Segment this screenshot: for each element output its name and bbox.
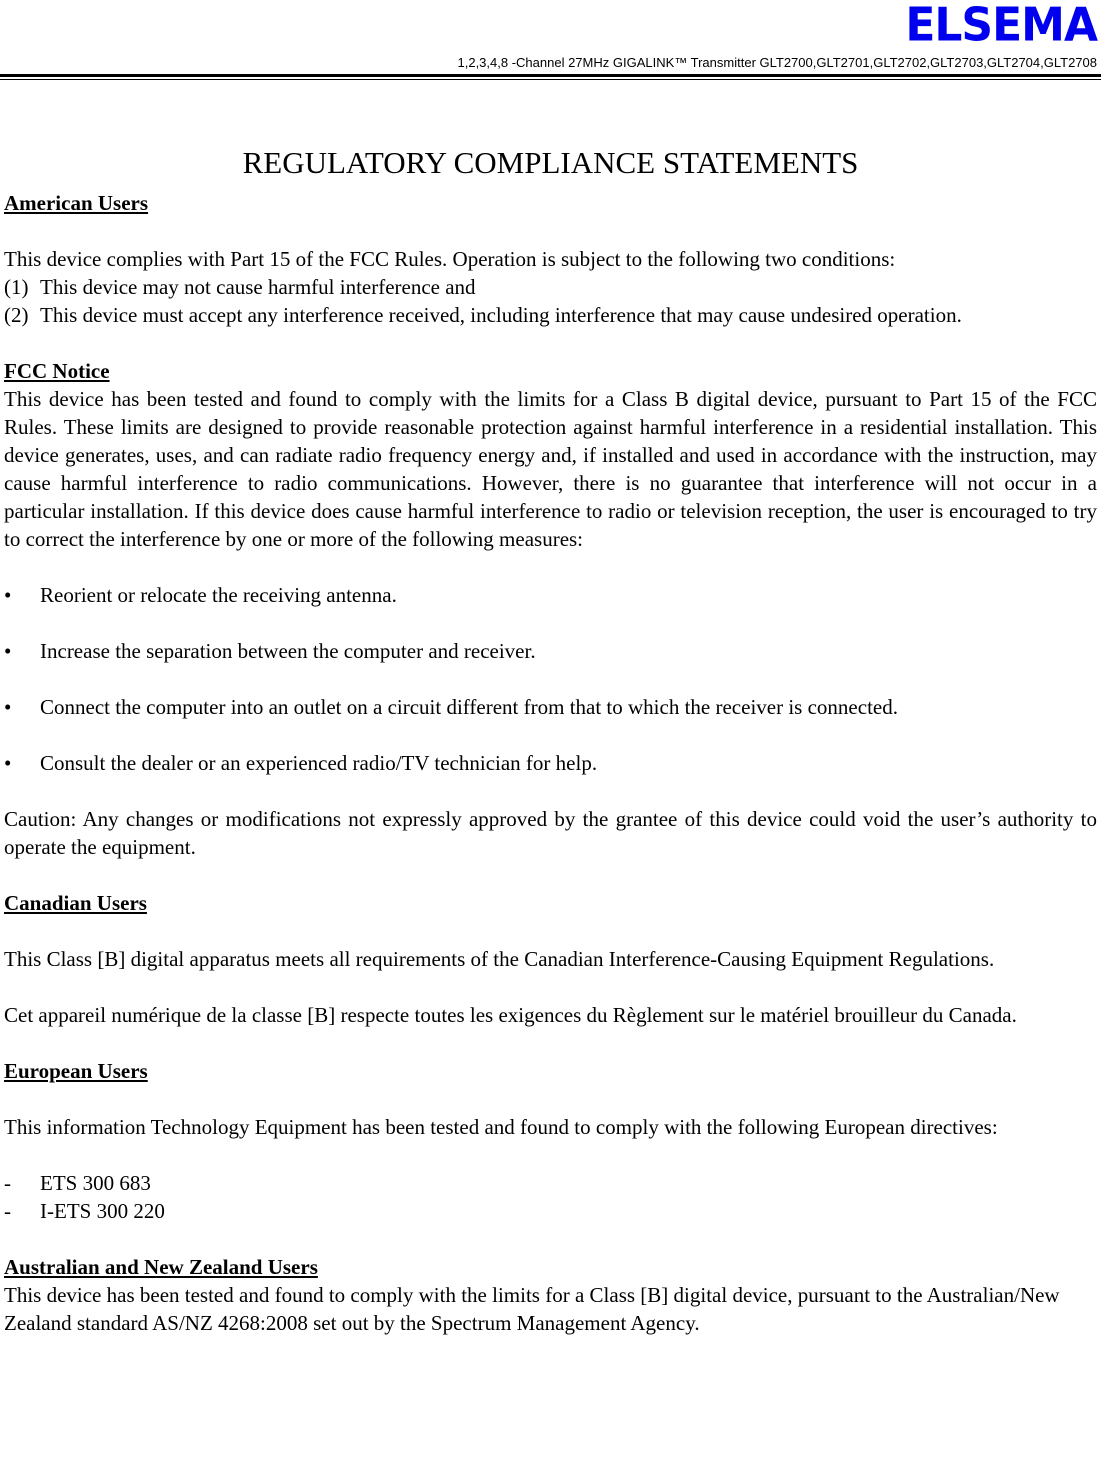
measure-bullet [4, 637, 1097, 665]
measure-text: Consult the dealer or an experienced radio/TV technician for help. [40, 751, 598, 775]
european-body: This information Technology Equipment has been tested and found to comply with the following European directives: [4, 1115, 998, 1139]
directive-item [4, 1197, 1097, 1225]
condition-number: (2) [4, 303, 29, 327]
page-title: REGULATORY COMPLIANCE STATEMENTS [242, 145, 859, 180]
bullet-icon: • [4, 583, 12, 607]
american-intro: This device complies with Part 15 of the FCC Rules. Operation is subject to the following two conditions: [4, 247, 896, 271]
fcc-notice-heading: FCC Notice [4, 359, 110, 383]
measure-bullet [4, 693, 1097, 721]
measure-bullet [4, 749, 1097, 777]
document-body [4, 143, 1097, 1337]
american-users-section [4, 189, 1097, 329]
fcc-notice-body: This device has been tested and found to comply with the limits for a Class B digital device, pursuant to Part 15 of the FCC Rules. These limits are designed to provide reasonable protection against harmful interference in a residential installation. This device generates, uses, and can radiate radio frequency energy and, if installed and used in accordance with the instruction, may cause harmful interference to radio communications. However, there is no guarantee that interference will not occur in a particular installation. If this device does cause harmful interference to radio or television reception, the user is encouraged to try to correct the interference by one or more of the following measures: [4, 387, 1097, 551]
bullet-icon: • [4, 695, 12, 719]
canadian-users-heading: Canadian Users [4, 891, 147, 915]
european-users-heading: European Users [4, 1059, 148, 1083]
condition-text: This device may not cause harmful interference and [40, 275, 476, 299]
measure-text: Reorient or relocate the receiving antenna. [40, 583, 397, 607]
bullet-icon: • [4, 639, 12, 663]
header-rule-thin [0, 79, 1101, 80]
directive-item [4, 1169, 1097, 1197]
bullet-icon: • [4, 751, 12, 775]
product-subtitle: 1,2,3,4,8 -Channel 27MHz GIGALINK™ Transmitter GLT2700,GLT2701,GLT2702,GLT2703,GLT2704,GLT2708 [457, 55, 1097, 70]
american-users-heading: American Users [4, 191, 149, 215]
measure-text: Increase the separation between the computer and receiver. [40, 639, 536, 663]
page-header [0, 0, 1101, 82]
dash-marker: - [4, 1171, 11, 1195]
header-rule-thick [0, 74, 1101, 77]
fcc-caution: Caution: Any changes or modifications not expressly approved by the grantee of this device could void the user’s authority to operate the equipment. [4, 807, 1097, 859]
european-users-section [4, 1057, 1097, 1225]
condition-number: (1) [4, 275, 29, 299]
condition-text: This device must accept any interference received, including interference that may cause undesired operation. [40, 303, 962, 327]
measure-bullet [4, 581, 1097, 609]
measure-text: Connect the computer into an outlet on a circuit different from that to which the receiver is connected. [40, 695, 898, 719]
australian-users-section [4, 1253, 1097, 1337]
fcc-notice-section [4, 357, 1097, 861]
condition-item [4, 273, 1097, 301]
directive-text: ETS 300 683 [40, 1171, 151, 1195]
australian-body: This device has been tested and found to comply with the limits for a Class [B] digital device, pursuant to the Australian/New Zealand standard AS/NZ 4268:2008 set out by the Spectrum Management Agency. [4, 1283, 1060, 1335]
condition-item [4, 301, 1097, 329]
canadian-french-text: Cet appareil numérique de la classe [B] respecte toutes les exigences du Règlement sur le matériel brouilleur du Canada. [4, 1003, 1017, 1027]
dash-marker: - [4, 1199, 11, 1223]
canadian-users-section [4, 889, 1097, 1029]
directive-text: I-ETS 300 220 [40, 1199, 165, 1223]
canadian-english-text: This Class [B] digital apparatus meets all requirements of the Canadian Interference-Causing Equipment Regulations. [4, 947, 995, 971]
elsema-logo: ELSEMA [905, 0, 1097, 53]
australian-users-heading: Australian and New Zealand Users [4, 1255, 318, 1279]
